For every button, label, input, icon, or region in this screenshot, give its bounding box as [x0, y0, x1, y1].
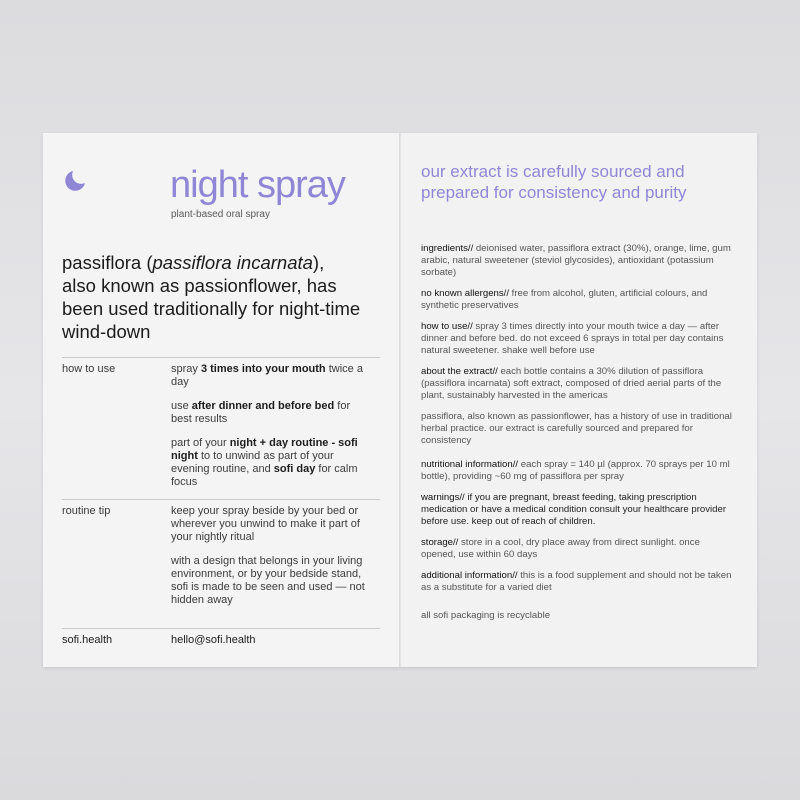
leaflet: [43, 133, 757, 667]
routine-tip-content: [171, 505, 371, 618]
about-extract-block: about the extract// each bottle contains a 30% dilution of passiflora (passiflora incarnata) soft extract, composed of dried aerial parts of the plant, sustainably harvested in the americas: [421, 366, 722, 401]
how-to-use-step: part of your night + day routine - sofi night to to unwind as part of your evening routine, and sofi day for calm focus: [171, 437, 358, 488]
allergens-block: no known allergens// free from alcohol, gluten, artificial colours, and synthetic preservatives: [421, 288, 708, 311]
product-title: night spray: [170, 164, 345, 206]
how-to-use-content: [171, 363, 371, 500]
routine-tip-text: with a design that belongs in your living environment, or by your bedside stand, sofi is made to be seen and used — not hidden away: [171, 555, 365, 606]
routine-tip-text: keep your spray beside by your bed or wherever you unwind to make it part of your nightly ritual: [171, 505, 360, 543]
intro-text-rest: ), also known as passionflower, has been used traditionally for night-time wind-down: [62, 252, 361, 342]
how-to-use-step: spray 3 times into your mouth twice a day: [171, 363, 363, 388]
moon-icon: [64, 170, 86, 192]
intro-paragraph: [62, 251, 362, 343]
storage-block: storage// store in a cool, dry place away from direct sunlight. once opened, use within 60 days: [421, 537, 700, 560]
divider: [62, 628, 380, 629]
history-block: passiflora, also known as passionflower, has a history of use in traditional herbal practice. our extract is carefully sourced and prepared for consistency: [421, 411, 732, 446]
latin-name: passiflora incarnata: [152, 252, 313, 273]
routine-tip-label: routine tip: [62, 505, 111, 517]
right-page: [401, 133, 757, 667]
intro-text: passiflora (: [62, 252, 153, 273]
how-to-use-label: how to use: [62, 363, 116, 375]
email-link[interactable]: hello@sofi.health: [171, 634, 256, 646]
additional-info-block: additional information// this is a food supplement and should not be taken as a substitute for a varied diet: [421, 570, 732, 593]
divider: [62, 357, 380, 358]
left-page: [43, 133, 399, 667]
divider: [62, 499, 380, 500]
product-subtitle: plant-based oral spray: [171, 209, 270, 220]
ingredients-block: ingredients// deionised water, passiflora extract (30%), orange, lime, gum arabic, natural sweetener (steviol glycosides), antioxidant (potassium sorbate): [421, 243, 731, 278]
info-list: [421, 243, 736, 631]
warnings-block: warnings// if you are pregnant, breast feeding, taking prescription medication or have a medical condition consult your healthcare provider before use. keep out of reach of children.: [421, 492, 727, 527]
how-to-use-step: use after dinner and before bed for best results: [171, 400, 351, 425]
extract-headline: our extract is carefully sourced and prepared for consistency and purity: [421, 162, 687, 202]
website-link[interactable]: sofi.health: [62, 634, 113, 646]
recycling-note: all sofi packaging is recyclable: [421, 610, 551, 621]
how-to-use-block: how to use// spray 3 times directly into your mouth twice a day — after dinner and before bed. do not exceed 6 sprays in total per day contains natural sweetener. shake well before use: [421, 321, 724, 356]
nutrition-block: nutritional information// each spray = 140 µl (approx. 70 sprays per 10 ml bottle), providing ~60 mg of passiflora per spray: [421, 459, 730, 482]
